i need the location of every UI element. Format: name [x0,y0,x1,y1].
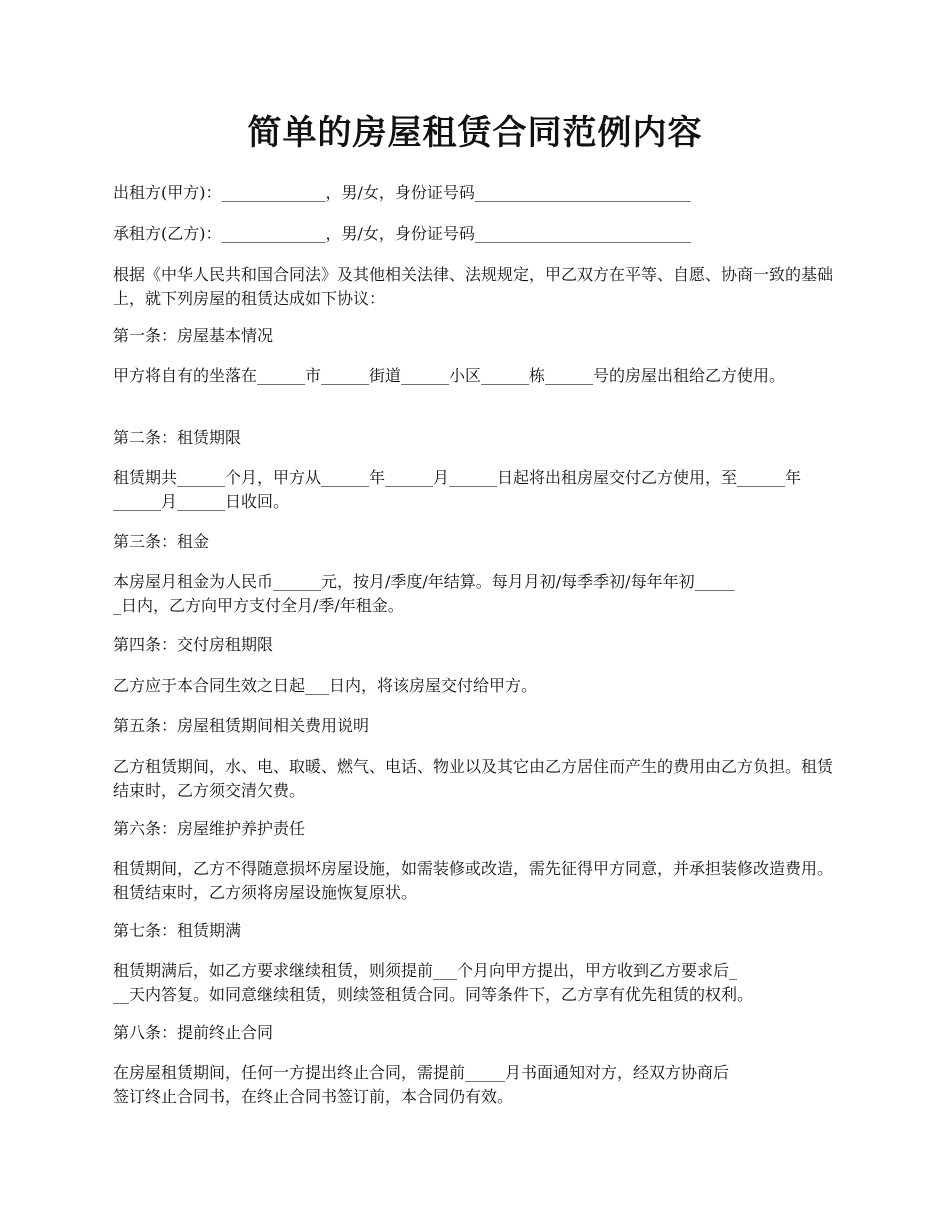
article-6-heading: 第六条：房屋维护养护责任 [113,819,306,838]
article-5-body: 乙方租赁期间，水、电、取暖、燃气、电话、物业以及其它由乙方居住而产生的费用由乙方负担。租赁结束时，乙方须交清欠费。 [113,757,834,800]
article-3-body: 本房屋月租金为人民币______元，按月/季度/年结算。每月月初/每季季初/每年年初_____ _日内，乙方向甲方支付全月/季/年租金。 [113,572,735,615]
article-1-heading: 第一条：房屋基本情况 [113,326,274,345]
article-2-heading: 第二条：租赁期限 [113,428,242,447]
party-b-line: 承租方(乙方)：_____________，男/女，身份证号码___________________________ [113,224,691,243]
party-a-line: 出租方(甲方)：_____________，男/女，身份证号码___________________________ [113,183,691,202]
article-7-body: 租赁期满后，如乙方要求继续租赁，则须提前___个月向甲方提出，甲方收到乙方要求后_ __天内答复。如同意继续租赁，则续签租赁合同。同等条件下，乙方享有优先租赁的权利。 [113,961,754,1004]
intro-paragraph: 根据《中华人民共和国合同法》及其他相关法律、法规规定，甲乙双方在平等、自愿、协商一致的基础上，就下列房屋的租赁达成如下协议： [113,265,834,308]
article-5-heading: 第五条：房屋租赁期间相关费用说明 [113,716,370,735]
article-3-heading: 第三条：租金 [113,532,210,551]
article-8-body: 在房屋租赁期间，任何一方提出终止合同，需提前_____月书面通知对方，经双方协商后 签订终止合同书，在终止合同书签订前，本合同仍有效。 [113,1063,730,1106]
article-8-heading: 第八条：提前终止合同 [113,1023,274,1042]
article-2-body: 租赁期共______个月，甲方从______年______月______日起将出租房屋交付乙方使用，至______年______月______日收回。 [113,468,802,511]
document-title: 简单的房屋租赁合同范例内容 [247,113,703,153]
article-4-body: 乙方应于本合同生效之日起___日内，将该房屋交付给甲方。 [113,676,538,695]
article-6-body: 租赁期间，乙方不得随意损坏房屋设施，如需装修或改造，需先征得甲方同意，并承担装修改造费用。租赁结束时，乙方须将房屋设施恢复原状。 [113,859,834,902]
article-4-heading: 第四条：交付房租期限 [113,635,274,654]
article-1-body: 甲方将自有的坐落在______市______街道______小区______栋______号的房屋出租给乙方使用。 [113,366,786,385]
article-7-heading: 第七条：租赁期满 [113,921,242,940]
